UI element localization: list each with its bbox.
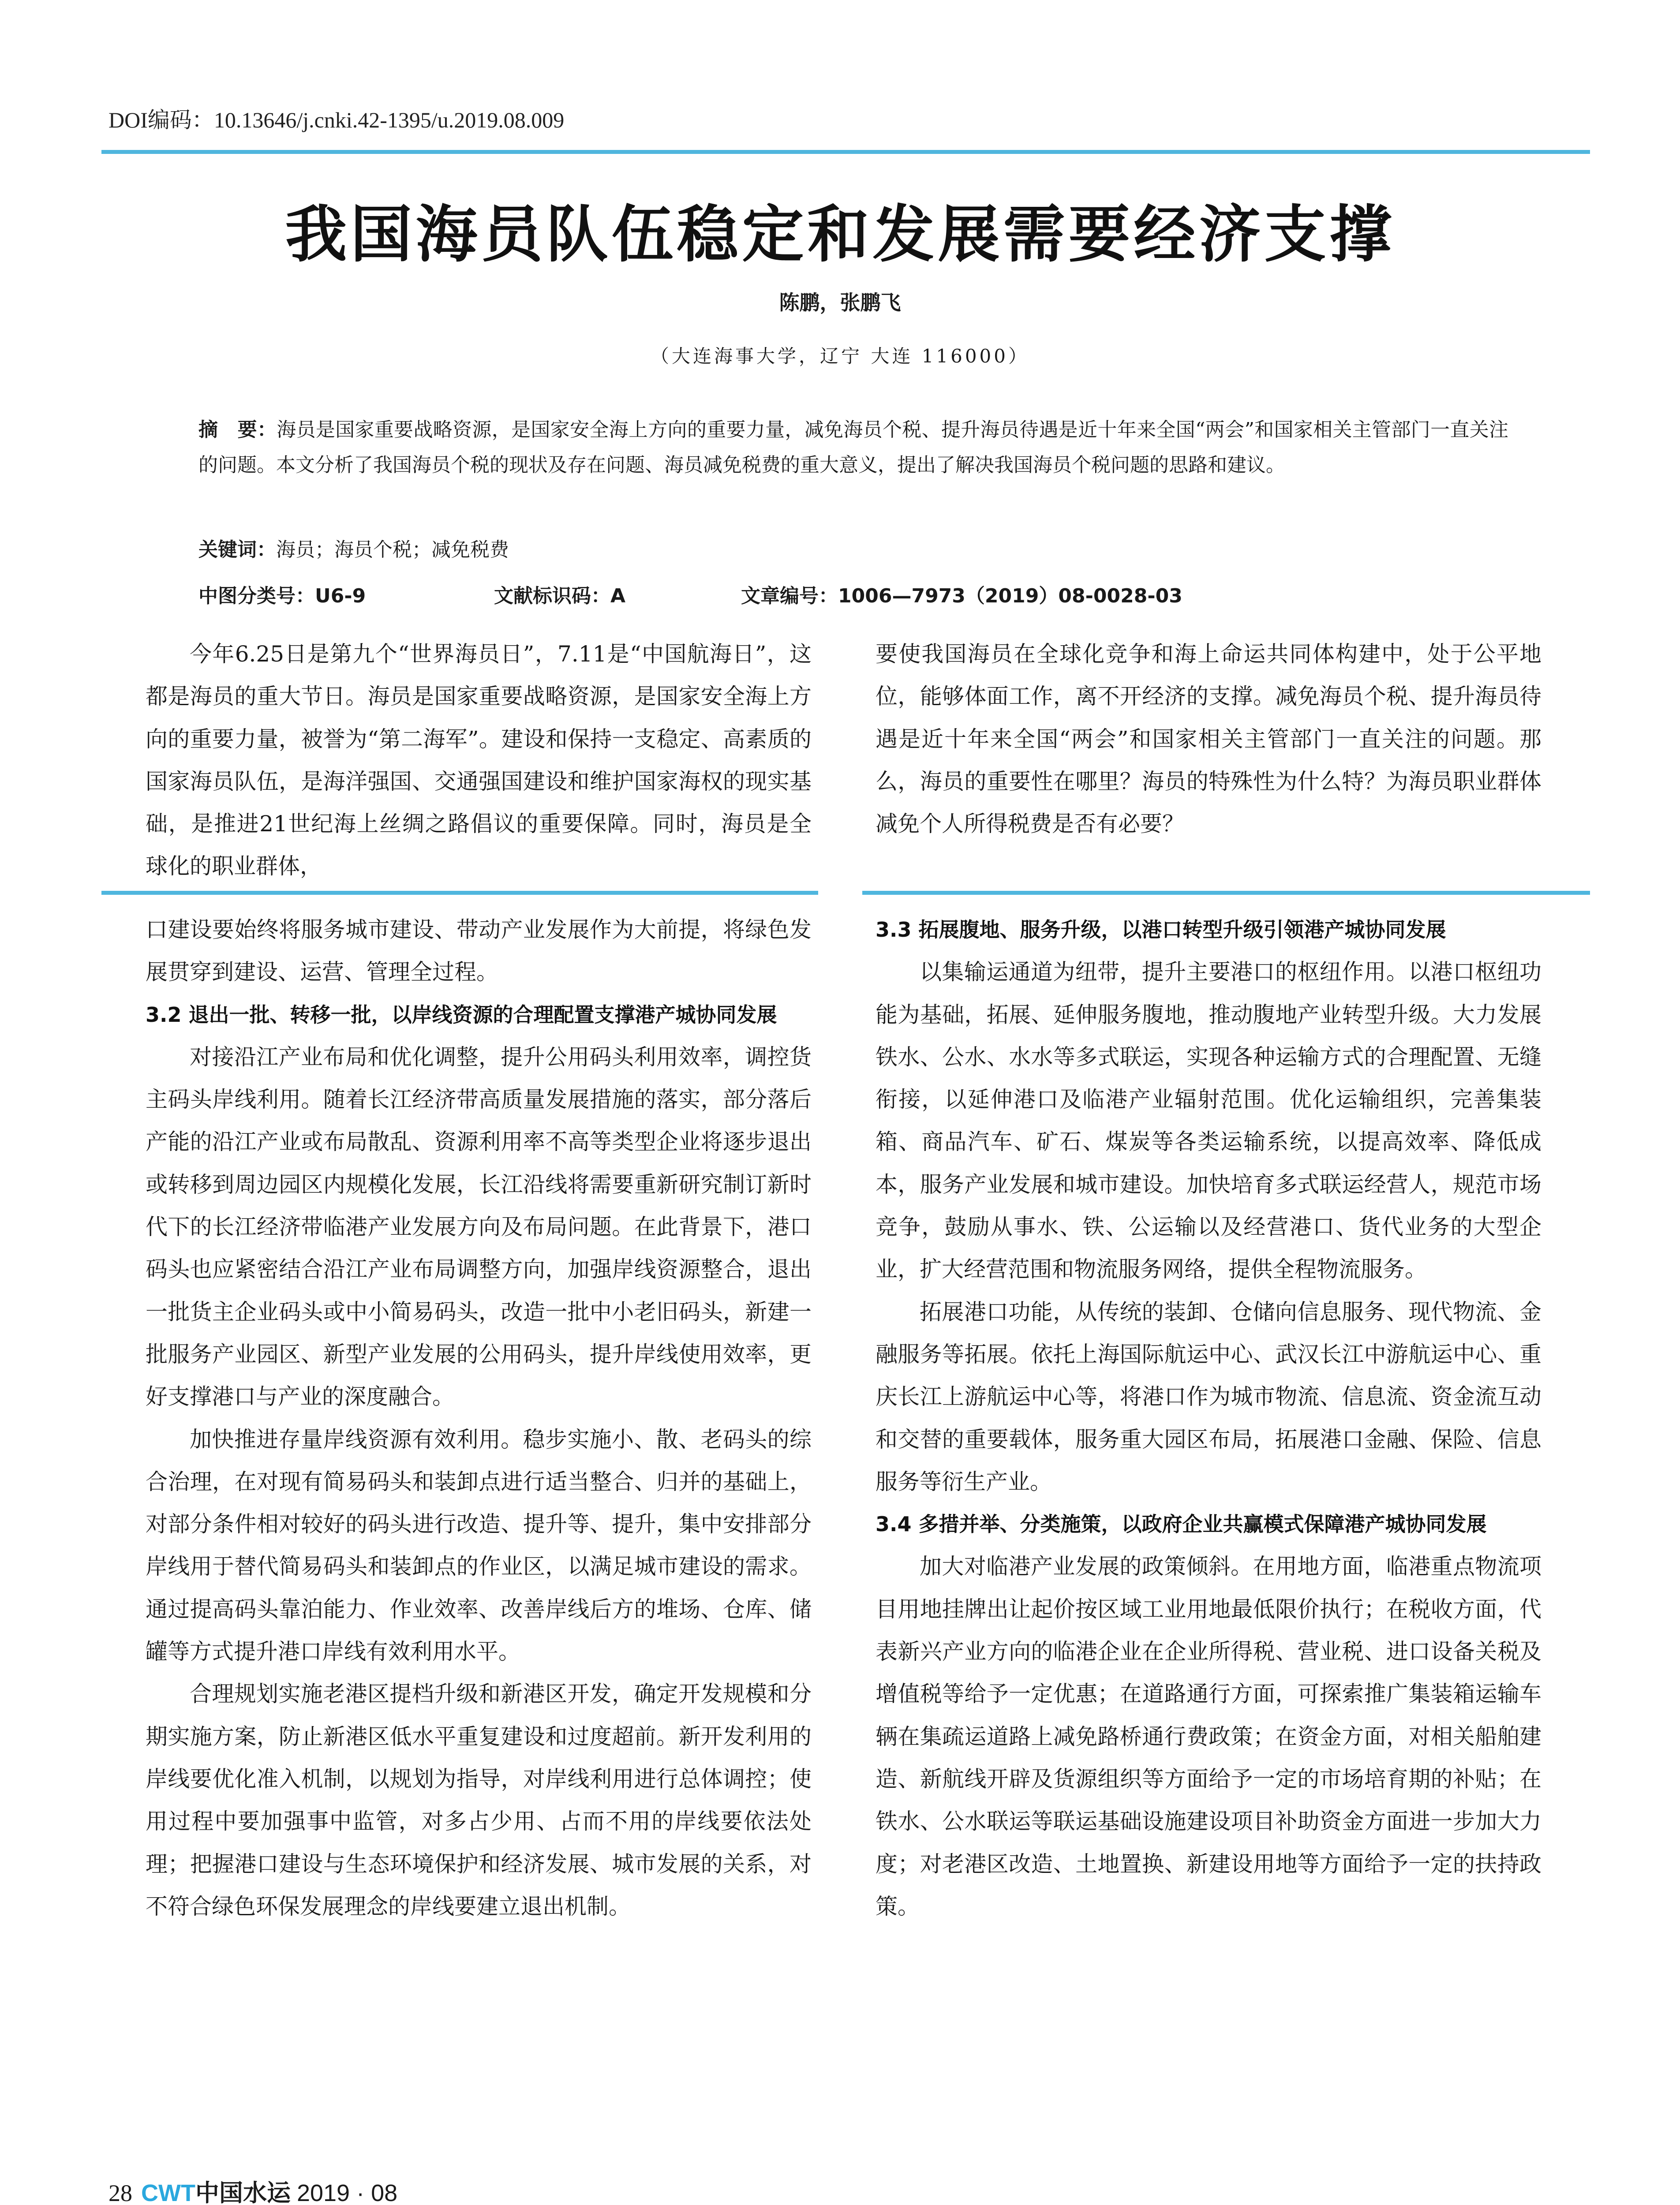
abstract-label: 摘 要： (198, 419, 277, 441)
intro-left-paragraph: 今年6.25日是第九个“世界海员日”，7.11是“中国航海日”，这都是海员的重大节日。海员是国家重要战略资源，是国家安全海上方向的重要力量，被誉为“第二海军”。建设和保持一支稳定、高素质的国家海员队伍，是海洋强国、交通强国建设和维护国家海权的现实基础，是推进21世纪海上丝绸之路倡议的重要保障。同时，海员是全球化的职业群体， (146, 641, 812, 879)
section-heading-3-3: 3.3 拓展腹地、服务升级，以港口转型升级引领港产城协同发展 (876, 918, 1446, 942)
section-heading-3-2: 3.2 退出一批、转移一批，以岸线资源的合理配置支撑港产城协同发展 (146, 1002, 777, 1027)
clc-number: 中图分类号：U6-9 (198, 585, 366, 607)
body-right-column (876, 908, 1542, 1928)
authors: 陈鹏，张鹏飞 (779, 291, 901, 314)
body-paragraph: 合理规划实施老港区提档升级和新港区开发，确定开发规模和分期实施方案，防止新港区低水平重复建设和过度超前。新开发利用的岸线要优化准入机制，以规划为指导，对岸线利用进行总体调控；使用过程中要加强事中监管，对多占少用、占而不用的岸线要依法处理；把握港口建设与生态环境保护和经济发展、城市发展的关系，对不符合绿色环保发展理念的岸线要建立退出机制。 (146, 1681, 812, 1919)
abstract-text: 海员是国家重要战略资源，是国家安全海上方向的重要力量，减免海员个税、提升海员待遇是近十年来全国“两会”和国家相关主管部门一直关注的问题。本文分析了我国海员个税的现状及存在问题、海员减免税费的重大意义，提出了解决我国海员个税问题的思路和建议。 (198, 419, 1509, 476)
magazine-name: 中国水运 (195, 2179, 291, 2205)
keywords-label: 关键词： (198, 538, 276, 561)
page-footer (109, 2174, 397, 2205)
doi-code: DOI编码：10.13646/j.cnki.42-1395/u.2019.08.009 (109, 108, 565, 132)
body-paragraph: 以集输运通道为纽带，提升主要港口的枢纽作用。以港口枢纽功能为基础，拓展、延伸服务腹地，推动腹地产业转型升级。大力发展铁水、公水、水水等多式联运，实现各种运输方式的合理配置、无缝衔接，以延伸港口及临港产业辐射范围。优化运输组织，完善集装箱、商品汽车、矿石、煤炭等各类运输系统，以提高效率、降低成本，服务产业发展和城市建设。加快培育多式联运经营人，规范市场竞争，鼓励从事水、铁、公运输以及经营港口、货代业务的大型企业，扩大经营范围和物流服务网络，提供全程物流服务。 (876, 959, 1542, 1282)
body-paragraph: 对接沿江产业布局和优化调整，提升公用码头利用效率，调控货主码头岸线利用。随着长江经济带高质量发展措施的落实，部分落后产能的沿江产业或布局散乱、资源利用率不高等类型企业将逐步退出或转移到周边园区内规模化发展，长江沿线将需要重新研究制订新时代下的长江经济带临港产业发展方向及布局问题。在此背景下，港口码头也应紧密结合沿江产业布局调整方向，加强岸线资源整合，退出一批货主企业码头或中小简易码头，改造一批中小老旧码头，新建一批服务产业园区、新型产业发展的公用码头，提升岸线使用效率，更好支撑港口与产业的深度融合。 (146, 1044, 812, 1410)
page-number: 28 (109, 2180, 132, 2205)
document-code: 文献标识码：A (494, 585, 626, 607)
brand-logo: CWT (141, 2180, 195, 2205)
intro-left-column (146, 633, 812, 888)
keywords-text: 海员；海员个税；减免税费 (276, 538, 509, 561)
intro-right-column (876, 633, 1542, 845)
article-number: 文章编号：1006—7973（2019）08-0028-03 (741, 585, 1182, 607)
body-left-column (146, 908, 812, 1928)
section-divider-right (862, 891, 1590, 895)
keywords (198, 534, 509, 562)
affiliation: （大连海事大学，辽宁 大连 116000） (650, 345, 1030, 367)
section-divider-left (101, 891, 818, 895)
body-paragraph: 加大对临港产业发展的政策倾斜。在用地方面，临港重点物流项目用地挂牌出让起价按区域工业用地最低限价执行；在税收方面，代表新兴产业方向的临港企业在企业所得税、营业税、进口设备关税及增值税等给予一定优惠；在道路通行方面，可探索推广集装箱运输车辆在集疏运道路上减免路桥通行费政策；在资金方面，对相关船舶建造、新航线开辟及货源组织等方面给予一定的市场培育期的补贴；在铁水、公水联运等联运基础设施建设项目补助资金方面进一步加大力度；对老港区改造、土地置换、新建设用地等方面给予一定的扶持政策。 (876, 1554, 1542, 1919)
body-paragraph: 加快推进存量岸线资源有效利用。稳步实施小、散、老码头的综合治理，在对现有简易码头和装卸点进行适当整合、归并的基础上，对部分条件相对较好的码头进行改造、提升等、提升，集中安排部分岸线用于替代简易码头和装卸点的作业区，以满足城市建设的需求。通过提高码头靠泊能力、作业效率、改善岸线后方的堆场、仓库、储罐等方式提升港口岸线有效利用水平。 (146, 1426, 812, 1665)
body-paragraph: 口建设要始终将服务城市建设、带动产业发展作为大前提，将绿色发展贯穿到建设、运营、管理全过程。 (146, 917, 812, 985)
body-paragraph: 拓展港口功能，从传统的装卸、仓储向信息服务、现代物流、金融服务等拓展。依托上海国际航运中心、武汉长江中游航运中心、重庆长江上游航运中心等，将港口作为城市物流、信息流、资金流互动和交替的重要载体，服务重大园区布局，拓展港口金融、保险、信息服务等衍生产业。 (876, 1299, 1542, 1495)
issue-number: 2019 · 08 (296, 2180, 398, 2205)
abstract (198, 412, 1508, 483)
header-rule (101, 150, 1590, 154)
article-title: 我国海员队伍稳定和发展需要经济支撑 (285, 198, 1395, 271)
section-heading-3-4: 3.4 多措并举、分类施策，以政府企业共赢模式保障港产城协同发展 (876, 1512, 1487, 1536)
intro-right-paragraph: 要使我国海员在全球化竞争和海上命运共同体构建中，处于公平地位，能够体面工作，离不开经济的支撑。减免海员个税、提升海员待遇是近十年来全国“两会”和国家相关主管部门一直关注的问题。那么，海员的重要性在哪里？海员的特殊性为什么特？为海员职业群体减免个人所得税费是否有必要？ (876, 641, 1542, 837)
